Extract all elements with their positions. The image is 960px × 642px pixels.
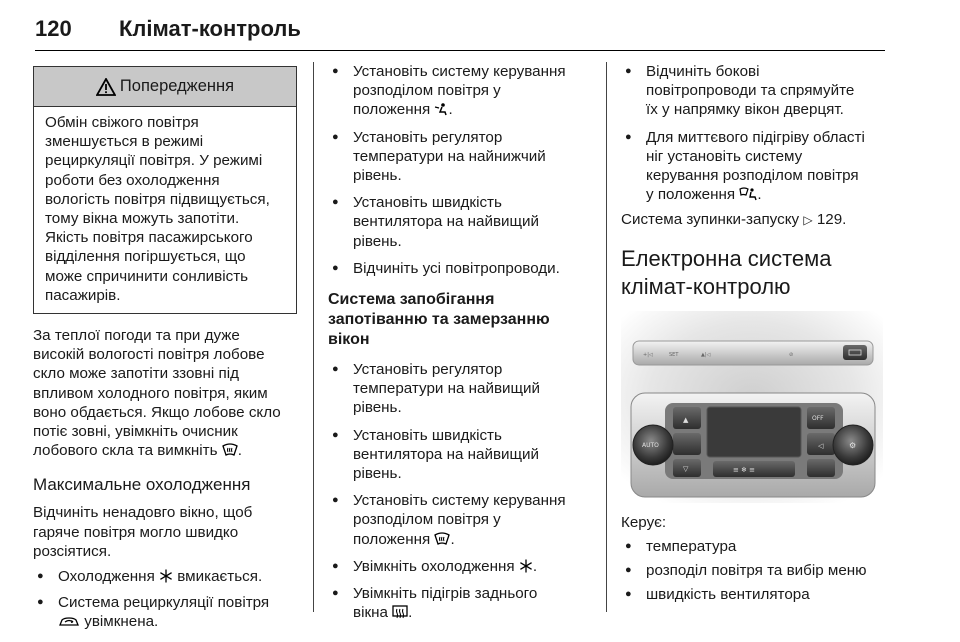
stop-start-reference [621, 210, 891, 230]
svg-text:⚙: ⚙ [849, 440, 857, 450]
controls-label: Керує: [621, 513, 667, 531]
rear-window-heating-icon [392, 605, 408, 619]
list-item [33, 567, 297, 586]
defog-list [328, 360, 593, 622]
warning-text: Обмін свіжого повітря зменшується в режимі рециркуляції повітря. У режимі роботи без охолодження вологість повітря підвищується, тому вікна можуть запотіти. Якість повітря пасажирського відділення погіршується, що може спричинити сонливість пасажирів. [45, 114, 270, 304]
list-item-text: Система рециркуляції повітря [58, 594, 270, 612]
recirculation-car-icon [58, 615, 80, 628]
list-item: ● температура [621, 537, 891, 556]
windscreen-footwell-icon [739, 187, 757, 201]
column-divider [606, 62, 607, 612]
fogging-text: За теплої погоди та при дуже високій вологості повітря лобове скло може запотіти ззовні під впливом холодного повітря, яким воно обдається. Якщо лобове скло потіє зовні, увімкніть очисник лобового скла та вимкніть [33, 327, 281, 460]
face-vent-icon [434, 102, 448, 116]
column-3 [621, 62, 891, 604]
page-header [35, 14, 885, 51]
warning-header [34, 67, 296, 107]
list-item: ● Установіть регулятор температури на найвищий рівень. [328, 360, 593, 418]
column-2 [328, 62, 593, 622]
list-item-text: Охолодження [58, 568, 155, 586]
snowflake-icon [159, 569, 173, 583]
list-item: ● Увімкніть підігрів заднього вікна . [328, 584, 593, 622]
svg-text:SET: SET [669, 351, 679, 358]
list-item-text: Установіть систему керування розподілом повітря у положення [353, 492, 566, 548]
list-item: ● Для миттєвого підігріву області ніг установіть систему керування розподілом повітря у положення . [621, 128, 891, 205]
climate-control-panel-image [621, 311, 883, 503]
windscreen-defrost-icon [222, 443, 238, 457]
column-divider [313, 62, 314, 612]
list-item-text: Для миттєвого підігріву області ніг установіть систему керування розподілом повітря у положення [646, 128, 865, 204]
climate-panel-illustration [621, 311, 883, 503]
list-item [33, 593, 297, 631]
arrow-right-icon: ▷ [803, 213, 813, 228]
reference-text: Система зупинки-запуску [621, 211, 800, 229]
svg-text:▲: ▲ [683, 415, 689, 424]
list-item-text-end: увімкнена. [84, 613, 159, 631]
windscreen-defrost-icon [434, 532, 450, 546]
warning-box [33, 66, 297, 314]
list-item: ● Установіть систему керування розподілом повітря у положення . [328, 491, 593, 549]
reference-page: 129. [816, 211, 847, 229]
controls-list [621, 537, 891, 605]
section-heading-defog: Система запобігання запотіванню та замерзанню вікон [328, 291, 550, 349]
list-item: ● Установіть систему керування розподілом повітря у положення . [328, 62, 593, 120]
section-heading-max-cooling: Максимальне охолодження [33, 475, 251, 495]
list-item: ● Установіть регулятор температури на найнижчий рівень. [328, 128, 593, 186]
svg-text:▽: ▽ [683, 464, 689, 473]
list-item: ● Установіть швидкість вентилятора на найвищий рівень. [328, 426, 593, 484]
list-item: ● Установіть швидкість вентилятора на найвищий рівень. [328, 193, 593, 251]
svg-text:≡ ❄ ≡: ≡ ❄ ≡ [733, 465, 756, 474]
list-item-text: Установіть систему керування розподілом повітря у положення [353, 63, 566, 119]
list-item: ● розподіл повітря та вибір меню [621, 561, 891, 580]
list-item-text-end: вмикається. [177, 568, 263, 586]
max-cooling-list-cont [328, 62, 593, 278]
snowflake-icon [519, 559, 533, 573]
column-1 [33, 62, 297, 632]
list-item: ● Відчиніть бокові повітропроводи та спрямуйте їх у напрямку вікон дверцят. [621, 62, 891, 120]
list-item-text: Увімкніть підігрів заднього вікна [353, 585, 538, 622]
list-item-text: Увімкніть охолодження [353, 557, 515, 575]
svg-text:▲|◁: ▲|◁ [701, 351, 711, 358]
warning-triangle-icon [96, 78, 116, 96]
section-heading-ecc: Електронна система клімат-контролю [621, 245, 832, 299]
list-item: ● Увімкніть охолодження . [328, 557, 593, 576]
svg-text:◁: ◁ [818, 441, 824, 450]
auto-knob-label: AUTO [642, 441, 659, 449]
off-button-label: OFF [812, 414, 824, 422]
max-cooling-list [33, 567, 297, 632]
defog-list-cont [621, 62, 891, 204]
page-title: Клімат-контроль [119, 16, 301, 41]
svg-text:+|◁: +|◁ [643, 351, 653, 358]
fogging-paragraph: За теплої погоди та при дуже високій вологості повітря лобове скло може запотіти ззовні під впливом холодного повітря, яким воно обдається. Якщо лобове скло потіє зовні, увімкніть очисник лобового скла та вимкніть . [33, 327, 281, 460]
warning-title: Попередження [119, 76, 235, 95]
max-cooling-paragraph: Відчиніть ненадовго вікно, щоб гаряче повітря могло швидко розсіятися. [33, 504, 253, 560]
list-item: ● Відчиніть усі повітропроводи. [328, 259, 593, 278]
svg-text:⊘: ⊘ [789, 351, 794, 358]
page-number: 120 [35, 16, 72, 41]
list-item: ● швидкість вентилятора [621, 585, 891, 604]
